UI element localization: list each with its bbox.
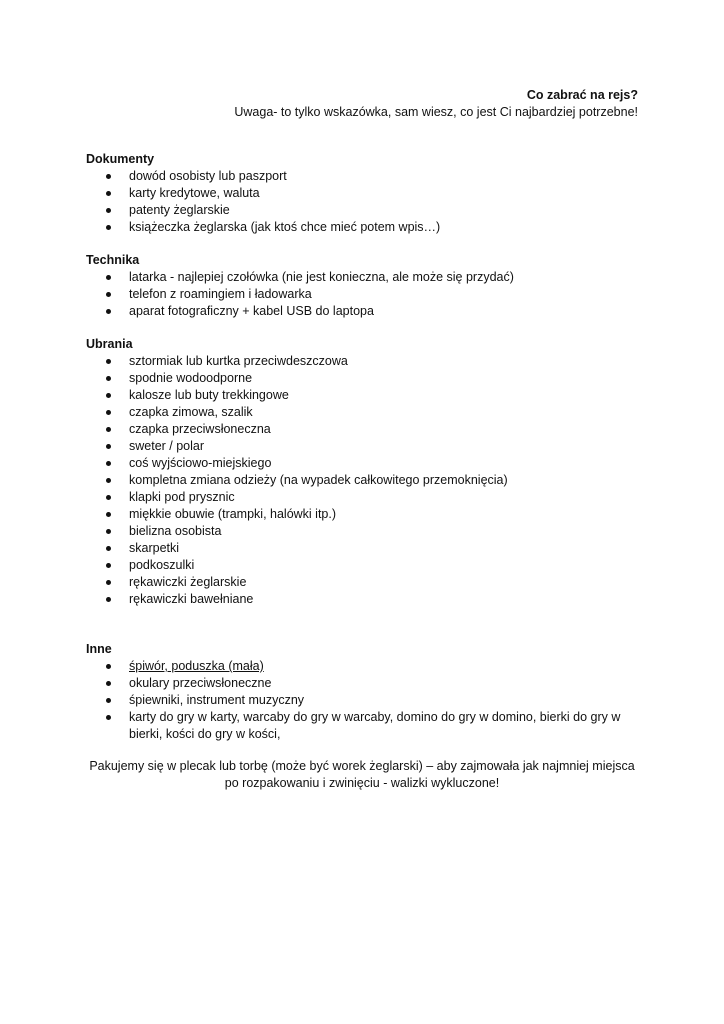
bullet-icon — [106, 529, 111, 534]
bullet-icon — [106, 410, 111, 415]
item-list — [86, 353, 638, 608]
list-item-text: dowód osobisty lub paszport — [129, 169, 287, 183]
bullet-icon — [106, 495, 111, 500]
list-item — [86, 574, 638, 591]
list-item — [86, 506, 638, 523]
list-item-text: latarka - najlepiej czołówka (nie jest konieczna, ale może się przydać) — [129, 270, 514, 284]
list-item-text: czapka przeciwsłoneczna — [129, 422, 271, 436]
list-item-text: skarpetki — [129, 541, 180, 555]
bullet-icon — [106, 292, 111, 297]
list-item-text: bielizna osobista — [129, 524, 222, 538]
list-item — [86, 455, 638, 472]
list-item-text: karty do gry w karty, warcaby do gry w warcaby, domino do gry w domino, bierki do gry w bierki, kości do gry w kości, — [129, 710, 621, 741]
list-item-text: sweter / polar — [129, 439, 205, 453]
bullet-icon — [106, 225, 111, 230]
bullet-icon — [106, 309, 111, 314]
list-item — [86, 438, 638, 455]
bullet-icon — [106, 376, 111, 381]
section-title: Technika — [86, 253, 140, 267]
list-item — [86, 540, 638, 557]
item-list — [86, 168, 638, 236]
section-ubrania — [86, 336, 638, 608]
list-item-text: kalosze lub buty trekkingowe — [129, 388, 289, 402]
list-item-text: aparat fotograficzny + kabel USB do laptopa — [129, 304, 374, 318]
list-item-text: rękawiczki żeglarskie — [129, 575, 247, 589]
bullet-icon — [106, 681, 111, 686]
list-item-text: miękkie obuwie (trampki, halówki itp.) — [129, 507, 337, 521]
list-item — [86, 303, 638, 320]
section-dokumenty — [86, 151, 638, 236]
list-item — [86, 557, 638, 574]
document-subtitle: Uwaga- to tylko wskazówka, sam wiesz, co jest Ci najbardziej potrzebne! — [234, 105, 638, 119]
section-title: Dokumenty — [86, 152, 155, 166]
bullet-icon — [106, 208, 111, 213]
list-item — [86, 692, 638, 709]
bullet-icon — [106, 191, 111, 196]
section-title: Inne — [86, 642, 112, 656]
list-item — [86, 523, 638, 540]
list-item — [86, 353, 638, 370]
bullet-icon — [106, 563, 111, 568]
list-item-text: okulary przeciwsłoneczne — [129, 676, 272, 690]
list-item-text: telefon z roamingiem i ładowarka — [129, 287, 312, 301]
list-item — [86, 202, 638, 219]
bullet-icon — [106, 461, 111, 466]
bullet-icon — [106, 393, 111, 398]
list-item — [86, 168, 638, 185]
list-item — [86, 591, 638, 608]
list-item — [86, 472, 638, 489]
list-item-text: klapki pod prysznic — [129, 490, 235, 504]
list-item-text: śpiwór, poduszka (mała) — [129, 659, 264, 673]
bullet-icon — [106, 698, 111, 703]
bullet-icon — [106, 546, 111, 551]
document-title: Co zabrać na rejs? — [526, 88, 638, 102]
list-item-text: podkoszulki — [129, 558, 195, 572]
section-technika — [86, 252, 638, 320]
bullet-icon — [106, 444, 111, 449]
list-item — [86, 370, 638, 387]
bullet-icon — [106, 478, 111, 483]
bullet-icon — [106, 597, 111, 602]
document-header — [78, 87, 638, 121]
list-item-text: patenty żeglarskie — [129, 203, 230, 217]
list-item — [86, 269, 638, 286]
list-item — [86, 489, 638, 506]
list-item — [86, 658, 638, 675]
list-item-text: spodnie wodoodporne — [129, 371, 253, 385]
bullet-icon — [106, 427, 111, 432]
list-item — [86, 709, 638, 743]
list-item — [86, 421, 638, 438]
list-item — [86, 219, 638, 236]
item-list — [86, 658, 638, 743]
bullet-icon — [106, 715, 111, 720]
list-item-text: rękawiczki bawełniane — [129, 592, 254, 606]
list-item-text: sztormiak lub kurtka przeciwdeszczowa — [129, 354, 348, 368]
bullet-icon — [106, 664, 111, 669]
bullet-icon — [106, 580, 111, 585]
section-title: Ubrania — [86, 337, 133, 351]
list-item — [86, 387, 638, 404]
list-item-text: coś wyjściowo-miejskiego — [129, 456, 272, 470]
list-item — [86, 404, 638, 421]
list-item — [86, 675, 638, 692]
bullet-icon — [106, 275, 111, 280]
packing-note: Pakujemy się w plecak lub torbę (może być worek żeglarski) – aby zajmowała jak najmniej miejsca po rozpakowaniu i zwinięciu - walizki wykluczone! — [89, 759, 635, 790]
section-inne — [86, 641, 638, 743]
list-item — [86, 286, 638, 303]
bullet-icon — [106, 512, 111, 517]
list-item — [86, 185, 638, 202]
bullet-icon — [106, 174, 111, 179]
item-list — [86, 269, 638, 320]
list-item-text: śpiewniki, instrument muzyczny — [129, 693, 305, 707]
bullet-icon — [106, 359, 111, 364]
list-item-text: karty kredytowe, waluta — [129, 186, 260, 200]
list-item-text: kompletna zmiana odzieży (na wypadek całkowitego przemoknięcia) — [129, 473, 508, 487]
list-item-text: czapka zimowa, szalik — [129, 405, 253, 419]
document-content — [86, 151, 638, 743]
list-item-text: książeczka żeglarska (jak ktoś chce mieć potem wpis…) — [129, 220, 441, 234]
